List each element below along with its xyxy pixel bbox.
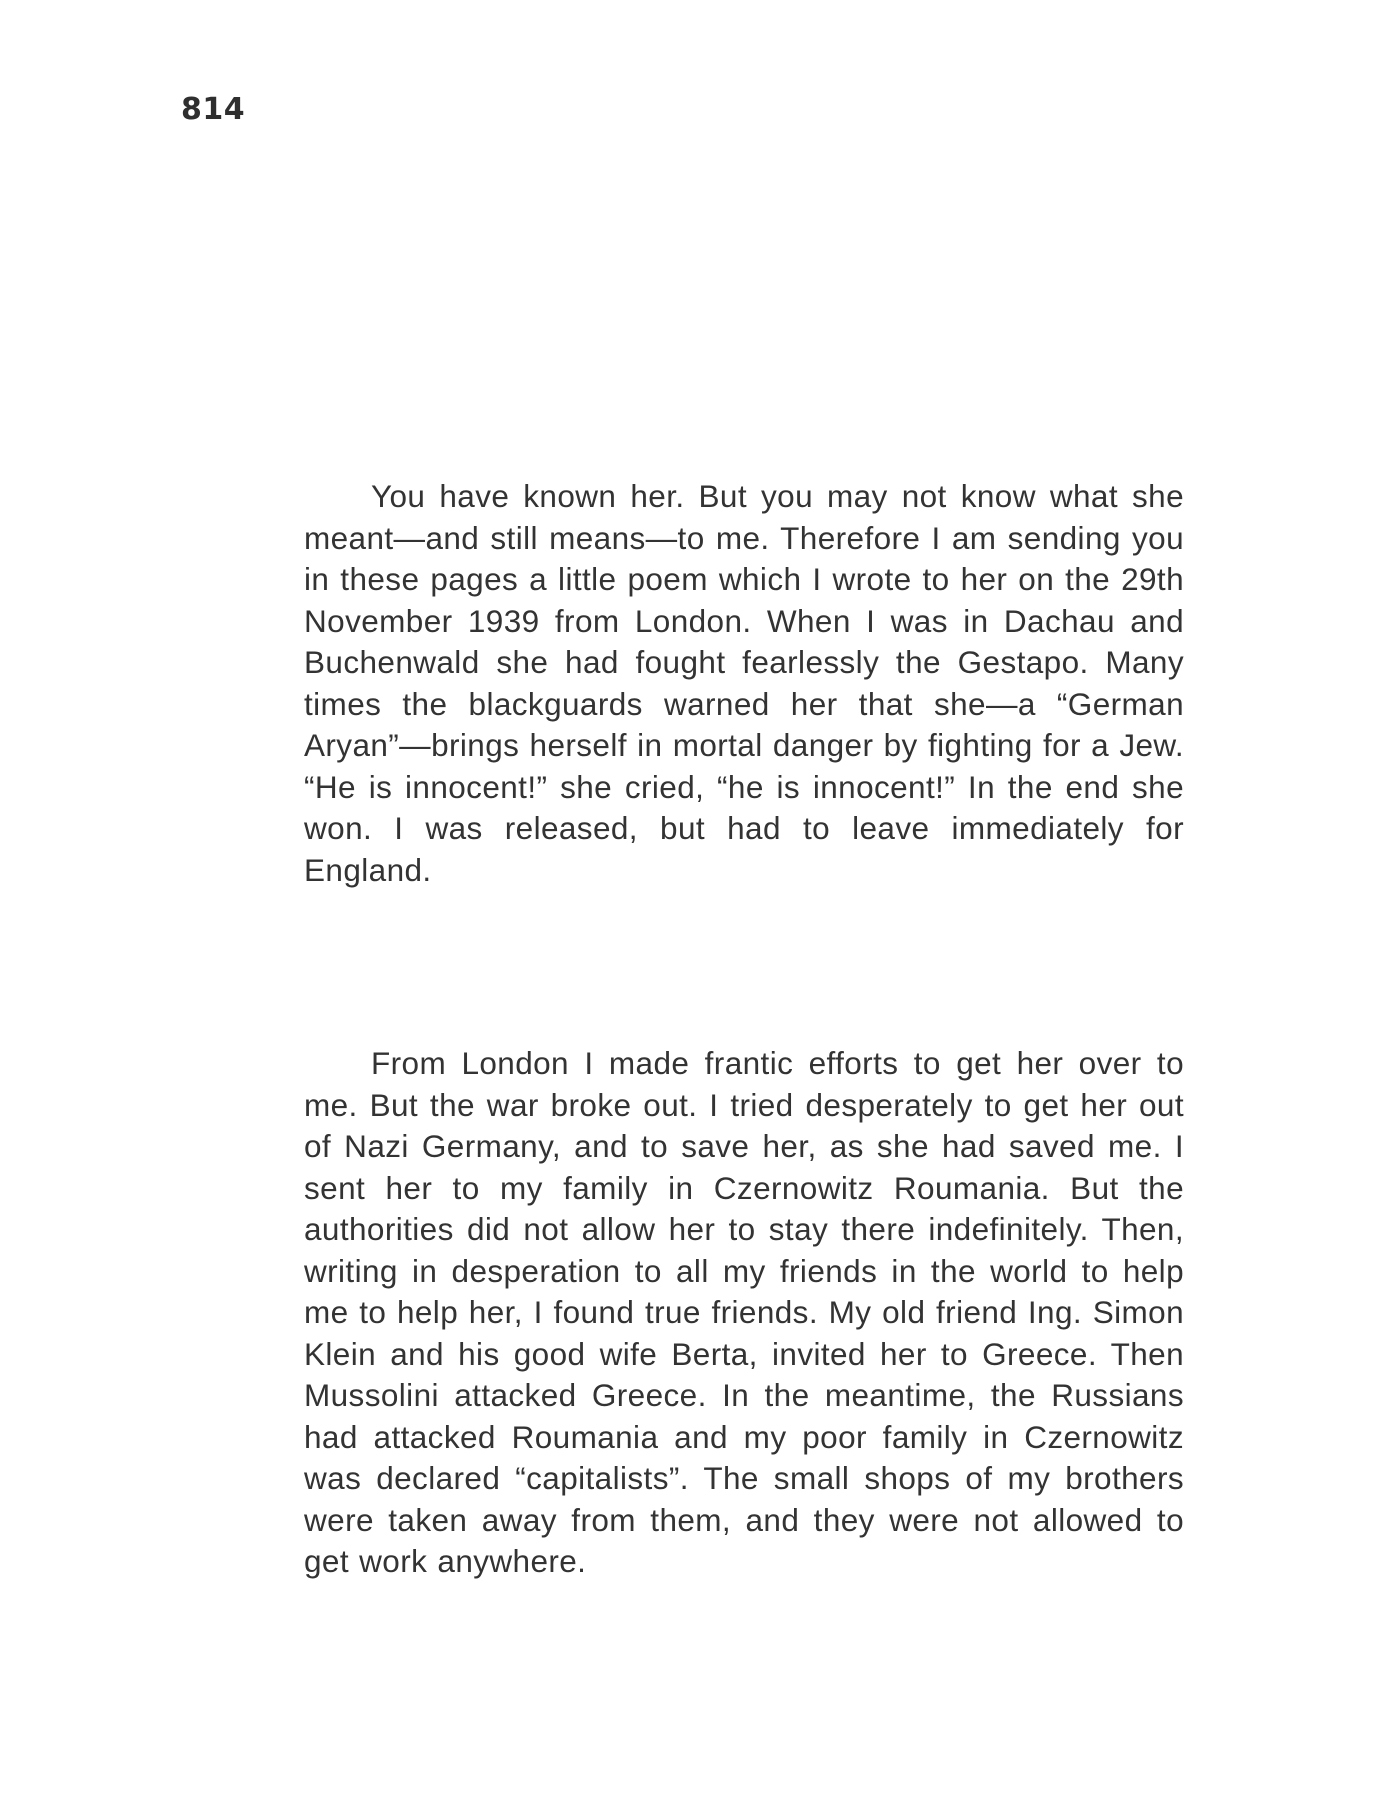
page-number: 814 (181, 92, 246, 127)
paragraph-known-her: You have known her. But you may not know what she meant—and still means—to me. Therefore I am sending you in these pages a little poem which I wrote to her on the 29th November 1939 from London. When I was in Dachau and Buchenwald she had fought fearlessly the Gestapo. Many times the blackguards warned her that she—a “German Aryan”—brings herself in mortal danger by fighting for a Jew. “He is innocent!” she cried, “he is innocent!” In the end she won. I was released, but had to leave immediately for England. (304, 478, 1184, 888)
paragraph-from-london: From London I made frantic efforts to get her over to me. But the war broke out. I tried desperately to get her out of Nazi Germany, and to save her, as she had saved me. I sent her to my family in Czernowitz Roumania. But the authorities did not allow her to stay there indefinitely. Then, writing in desperation to all my friends in the world to help me to help her, I found true friends. My old friend Ing. Simon Klein and his good wife Berta, invited her to Greece. Then Mussolini attacked Greece. In the meantime, the Russians had attacked Roumania and my poor family in Czernowitz was declared “capitalists”. The small shops of my brothers were taken away from them, and they were not allowed to get work anywhere. (304, 1045, 1184, 1579)
